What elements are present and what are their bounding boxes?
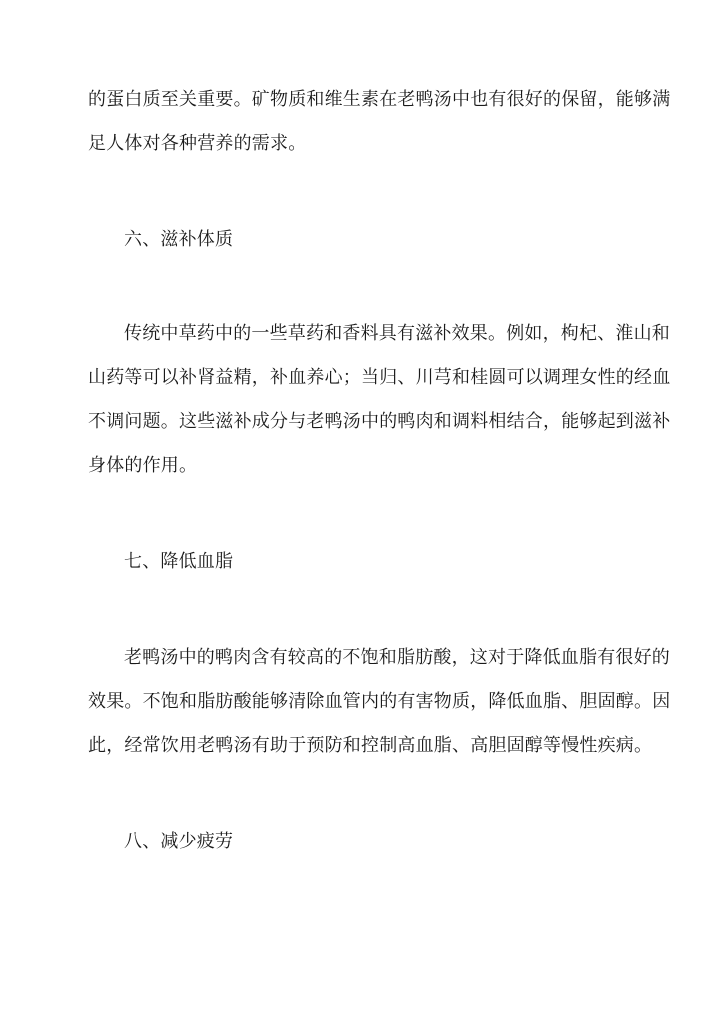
paragraph-line: 足人体对各种营养的需求。 bbox=[88, 133, 307, 154]
paragraph-line: 的蛋白质至关重要。矿物质和维生素在老鸭汤中也有很好的保留，能够满 bbox=[88, 89, 671, 110]
paragraph-line: 效果。不饱和脂肪酸能够清除血管内的有害物质，降低血脂、胆固醇。因 bbox=[88, 691, 671, 712]
paragraph-line: 传统中草药中的一些草药和香料具有滋补效果。例如，枸杞、淮山和 bbox=[124, 323, 670, 344]
section-heading: 七、降低血脂 bbox=[124, 551, 234, 572]
paragraph-line: 老鸭汤中的鸭肉含有较高的不饱和脂肪酸，这对于降低血脂有很好的 bbox=[124, 647, 670, 668]
paragraph-line: 此，经常饮用老鸭汤有助于预防和控制高血脂、高胆固醇等慢性疾病。 bbox=[88, 735, 653, 756]
paragraph-line: 不调问题。这些滋补成分与老鸭汤中的鸭肉和调料相结合，能够起到滋补 bbox=[88, 411, 671, 432]
section-heading: 八、减少疲劳 bbox=[124, 831, 234, 852]
section-heading: 六、滋补体质 bbox=[124, 229, 234, 250]
paragraph-line: 身体的作用。 bbox=[88, 455, 198, 476]
paragraph-line: 山药等可以补肾益精，补血养心；当归、川芎和桂圆可以调理女性的经血 bbox=[88, 367, 671, 388]
